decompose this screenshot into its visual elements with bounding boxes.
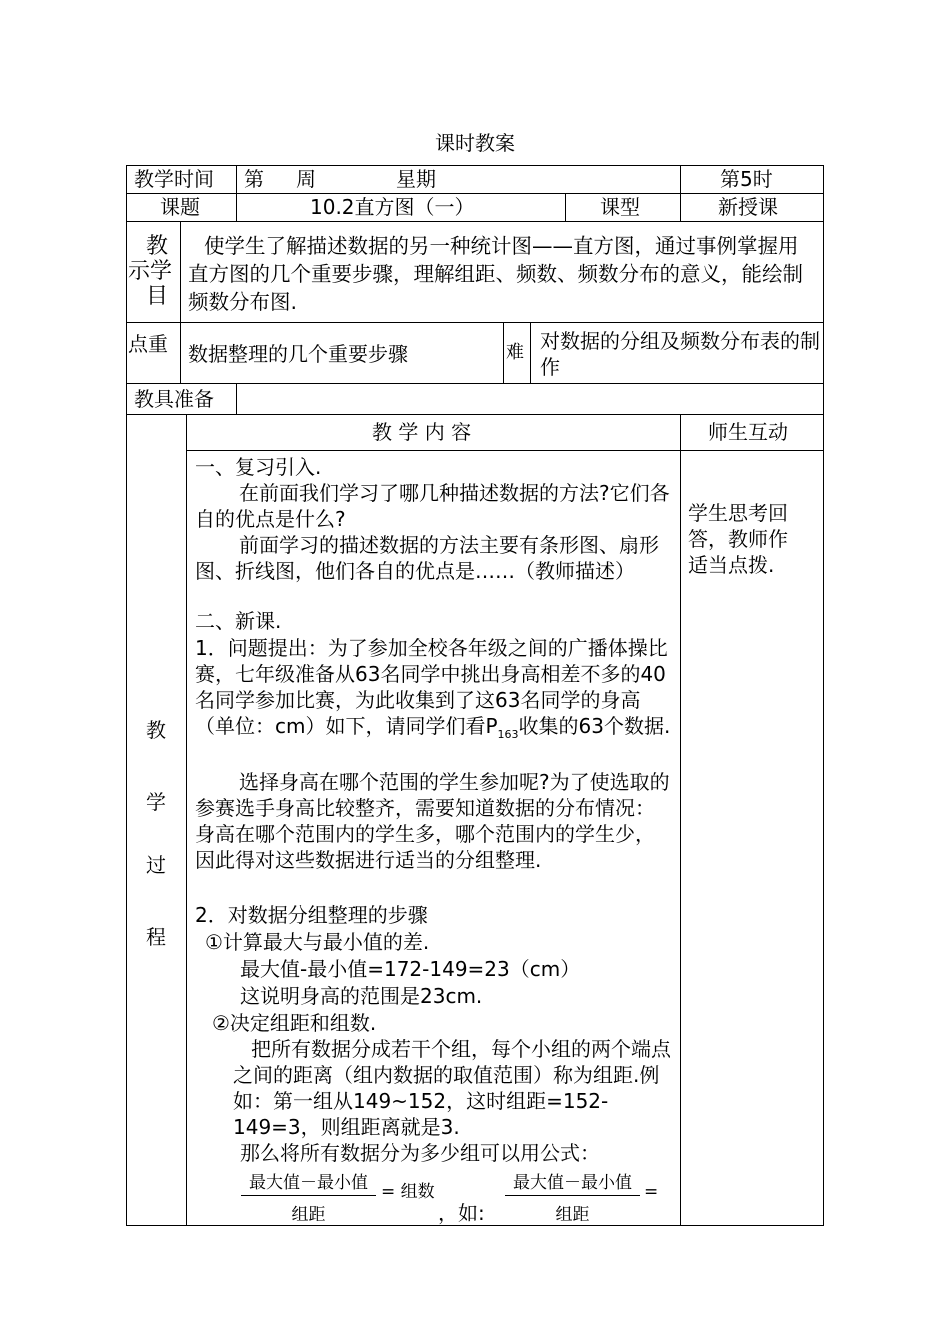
content-line-2: 在前面我们学习了哪几种描述数据的方法?它们各自的优点是什么? [195, 481, 670, 531]
content-line-5-tail: 收集的63个数据. [518, 714, 671, 738]
goal-label-3: 目 [146, 284, 169, 309]
process-label-1: 教 [146, 718, 166, 742]
tools-label: 教具准备 [134, 387, 214, 411]
formula-1-equals: = 组数 [381, 1182, 435, 1202]
goal-text: 使学生了解描述数据的另一种统计图——直方图，通过事例掌握用直方图的几个重要步骤，理解组距、频数、频数分布的意义，能绘制频数分布图. [188, 234, 803, 314]
process-label-4: 程 [146, 925, 166, 949]
formula-fraction-2 [505, 1168, 640, 1225]
teaching-time-label: 教学时间 [134, 167, 214, 191]
week-prefix: 第 [244, 167, 264, 191]
content-line-6: 选择身高在哪个范围的学生参加呢?为了使选取的参赛选手身高比较整齐，需要知道数据的分布情况：身高在哪个范围内的学生多，哪个范围内的学生少，因此得对这些数据进行适当的分组整理. [195, 770, 670, 872]
interaction-text: 学生思考回答，教师作适当点拨. [688, 501, 788, 577]
document-title: 课时教案 [435, 131, 515, 155]
content-line-9: 最大值-最小值=172-149=23（cm） [240, 957, 581, 981]
content-line-11: ②决定组距和组数. [212, 1011, 377, 1035]
content-line-1: 一、复习引入. [195, 455, 322, 479]
content-line-5-text: 1．问题提出：为了参加全校各年级之间的广播体操比赛，七年级准备从63名同学中挑出身高相差不多的40名同学参加比赛，为此收集到了这63名同学的身高（单位：cm）如下，请同学们看P [195, 636, 668, 738]
difficulty-text: 对数据的分组及频数分布表的制作 [540, 329, 820, 379]
process-label-2: 学 [146, 790, 166, 814]
formula-2-equals: = [644, 1182, 659, 1202]
process-label-3: 过 [146, 853, 166, 877]
lesson-type-label: 课型 [600, 195, 640, 219]
key-point-label: 点重 [128, 332, 168, 356]
topic-value: 10.2直方图（一） [310, 195, 475, 219]
key-point-text: 数据整理的几个重要步骤 [188, 342, 408, 366]
difficulty-label: 难 [506, 342, 524, 363]
content-line-3: 前面学习的描述数据的方法主要有条形图、扇形图、折线图，他们各自的优点是……（教师描述） [195, 533, 659, 583]
goal-label-1: 教 [146, 234, 169, 259]
formula-join: ，如: [438, 1201, 485, 1225]
content-line-7: 2．对数据分组整理的步骤 [195, 903, 428, 927]
content-line-4: 二、新课. [195, 609, 282, 633]
weekday-label: 星期 [396, 167, 436, 191]
page-subscript: 163 [497, 728, 519, 741]
content-line-12: 把所有数据分成若干个组，每个小组的两个端点之间的距离（组内数据的取值范围）称为组距.例如：第一组从149~152，这时组距=152-149=3，则组距离就是3. [233, 1037, 671, 1139]
formula-1-denominator: 组距 [291, 1205, 326, 1225]
goal-label-2: 示学 [128, 259, 173, 284]
topic-label: 课题 [160, 195, 200, 219]
week-suffix: 周 [296, 167, 316, 191]
formula-1-numerator: 最大值－最小值 [241, 1168, 376, 1196]
formula-2-numerator: 最大值－最小值 [505, 1168, 640, 1196]
content-line-8: ①计算最大与最小值的差. [205, 930, 430, 954]
content-line-5 [195, 635, 673, 748]
period-label: 第5时 [720, 167, 773, 191]
content-header: 教 学 内 容 [372, 420, 472, 444]
interaction-header: 师生互动 [708, 420, 788, 444]
content-line-13: 那么将所有数据分为多少组可以用公式： [240, 1141, 600, 1165]
formula-2-denominator: 组距 [555, 1205, 590, 1225]
formula-fraction-1 [241, 1168, 376, 1225]
content-line-10: 这说明身高的范围是23cm. [240, 984, 483, 1008]
lesson-type-value: 新授课 [718, 195, 778, 219]
